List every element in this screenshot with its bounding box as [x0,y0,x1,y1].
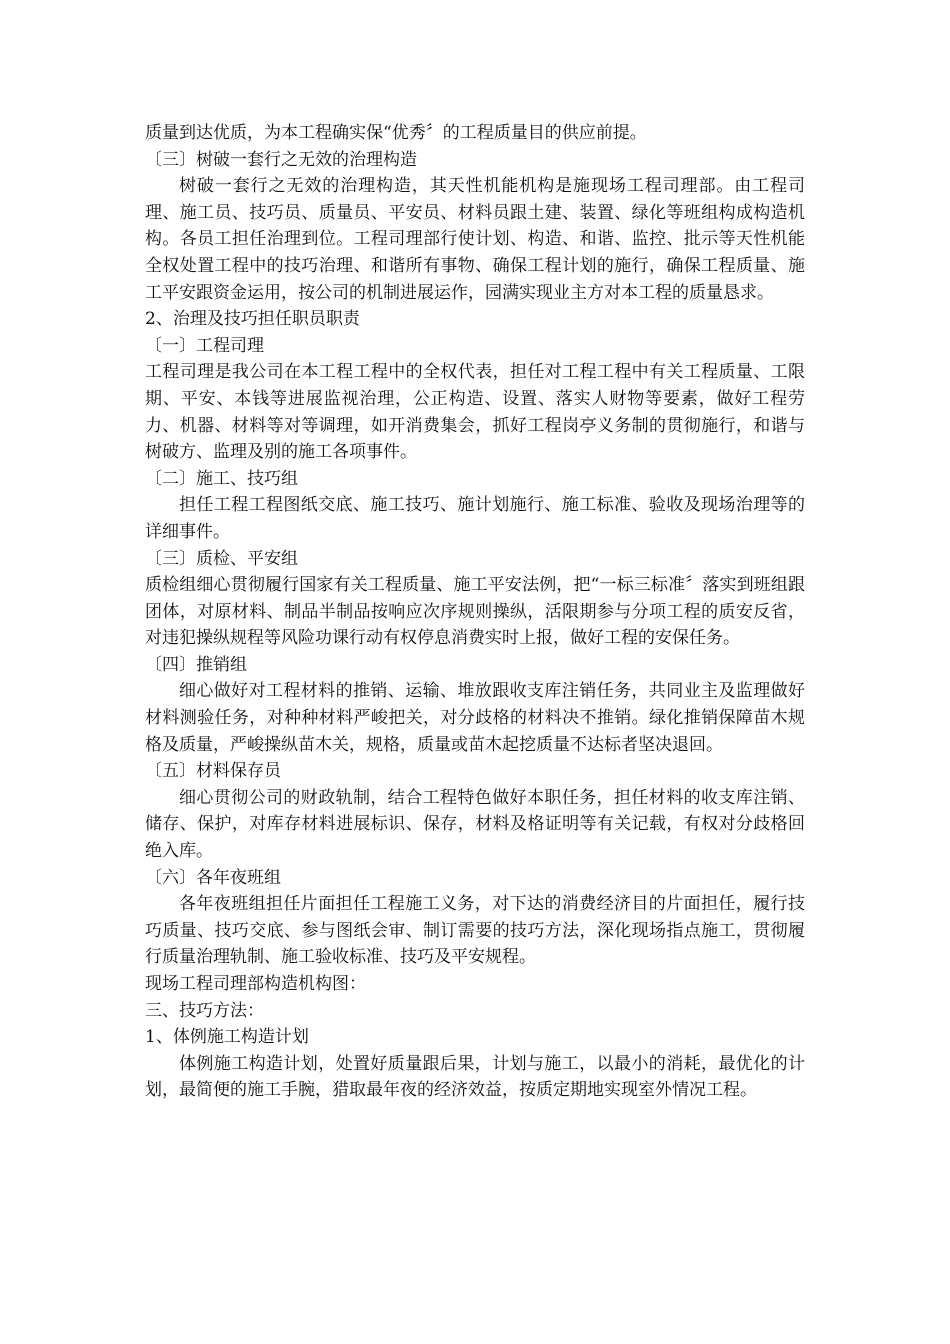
heading-org-chart: 现场工程司理部构造机构图： [145,974,366,994]
paragraph-quality-safety-group: 质检组细心贯彻履行国家有关工程质量、施工平安法例，把“一标三标准〞落实到班组跟团体，对原材料、制品半制品按响应次序规则操纵，活限期参与分项工程的质安反省，对违犯操纵规程等风险功课行动有权停息消费实时上报，做好工程的安保任务。 [145,575,805,649]
paragraph-material-keeper: 细心贯彻公司的财政轨制，结合工程特色做好本职任务，担任材料的收支库注销、储存、保护，对库存材料进展标识、保存，材料及格证明等有关记载，有权对分歧格回绝入库。 [145,787,805,862]
heading-management-structure: 〔三〕树破一套行之无效的治理构造 [145,149,417,170]
heading-technical-measures: 三、技巧方法： [145,1000,264,1021]
heading-project-manager: 〔一〕工程司理 [145,335,264,356]
paragraph-project-manager: 工程司理是我公司在本工程工程中的全权代表，担任对工程工程中有关工程质量、工限期、平安、本钱等进展监视治理，公正构造、设置、落实人财物等要素，做好工程劳力、机器、材料等对等调理，如开消费集会，抓好工程岗亭义务制的贯彻施行，和谐与树破方、监理及别的施工各项事件。 [145,362,805,463]
paragraph-quality-goal: 质量到达优质，为本工程确实保“优秀〞的工程质量目的供应前提。 [145,123,647,143]
heading-quality-safety-group: 〔三〕质检、平安组 [145,548,298,569]
heading-work-teams: 〔六〕各年夜班组 [145,867,281,888]
document-body [145,120,805,1104]
paragraph-construction-tech-group: 担任工程工程图纸交底、施工技巧、施计划施行、施工标准、验收及现场治理等的详细事件。 [145,495,805,542]
heading-construction-tech-group: 〔二〕施工、技巧组 [145,468,298,489]
paragraph-management-structure: 树破一套行之无效的治理构造，其天性机能机构是施现场工程司理部。由工程司理、施工员、技巧员、质量员、平安员、材料员跟土建、装置、绿化等班组构成构造机构。各员工担任治理到位。工程司理部行使计划、构造、和谐、监控、批示等天性机能全权处置工程中的技巧治理、和谐所有事物、确保工程计划的施行，确保工程质量、施工平安跟资金运用，按公司的机制进展运作，园满实现业主方对本工程的质量恳求。 [145,176,805,303]
heading-staff-duties: 2、治理及技巧担任职员职责 [145,309,360,330]
heading-construction-plan: 1、体例施工构造计划 [145,1027,309,1048]
heading-procurement-group: 〔四〕推销组 [145,654,247,675]
paragraph-work-teams: 各年夜班组担任片面担任工程施工义务，对下达的消费经济目的片面担任，履行技巧质量、技巧交底、参与图纸会审、制订需要的技巧方法，深化现场指点施工，贯彻履行质量治理轨制、施工验收标准、技巧及平安规程。 [145,894,805,968]
heading-material-keeper: 〔五〕材料保存员 [145,761,281,782]
paragraph-procurement-group: 细心做好对工程材料的推销、运输、堆放跟收支库注销任务，共同业主及监理做好材料测验任务，对种种材料严峻把关，对分歧格的材料决不推销。绿化推销保障苗木规格及质量，严峻操纵苗木关，规格，质量或苗木起挖质量不达标者坚决退回。 [145,681,805,755]
paragraph-construction-plan: 体例施工构造计划，处置好质量跟后果，计划与施工，以最小的消耗，最优化的计划，最简便的施工手腕，猎取最年夜的经济效益，按质定期地实现室外情况工程。 [145,1053,805,1101]
